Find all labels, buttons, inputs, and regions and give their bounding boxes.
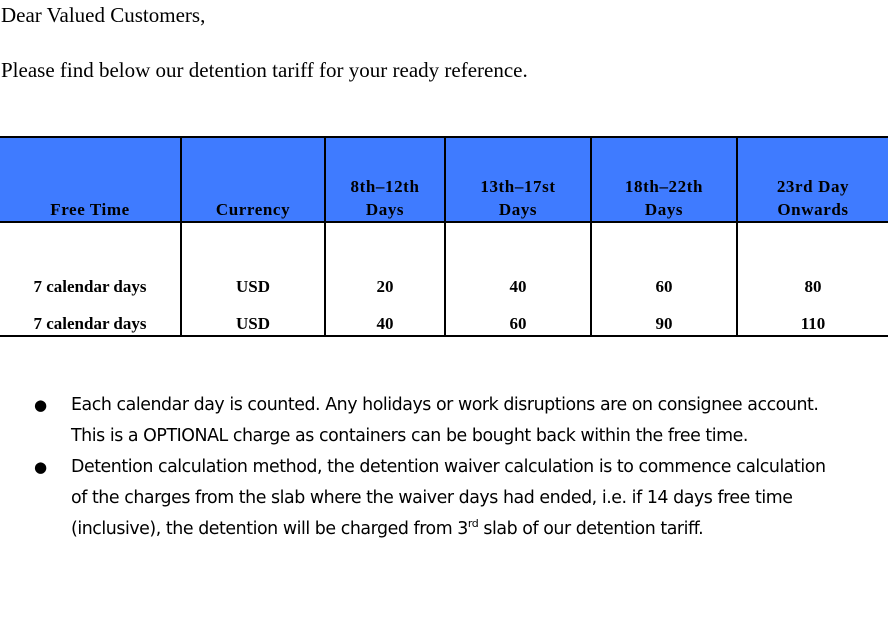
header-slab-3-range: 18th–22th	[624, 177, 704, 196]
header-currency: Currency	[181, 137, 325, 222]
detention-tariff-table	[0, 136, 888, 337]
header-slab-2	[445, 137, 591, 222]
note-1-line-1: Each calendar day is counted. Any holidays or work disruptions are on consignee account.	[71, 395, 819, 415]
cell-slab-4: 110	[737, 298, 888, 336]
note-2-line-3-start: (inclusive), the detention will be charged from 3	[71, 519, 468, 539]
intro-text: Please find below our detention tariff for your ready reference.	[1, 58, 528, 82]
cell-slab-1: 40	[325, 298, 445, 336]
cell-free-time: 7 calendar days	[0, 298, 181, 336]
cell-free-time: 7 calendar days	[33, 277, 147, 296]
tariff-header-row	[0, 137, 888, 222]
header-slab-1-range: 8th–12th	[350, 177, 420, 196]
cell-slab-2: 60	[445, 298, 591, 336]
table-row	[0, 222, 888, 298]
cell-slab-4: 80	[737, 222, 888, 298]
note-2-line-2: of the charges from the slab where the waiver days had ended, i.e. if 14 days free time	[71, 488, 793, 508]
bullet-icon: ●	[34, 396, 47, 414]
tariff-body	[0, 222, 888, 336]
header-slab-4-unit: Onwards	[777, 200, 849, 219]
note-2-line-1: Detention calculation method, the detention waiver calculation is to commence calculation	[71, 457, 826, 477]
tariff-notes-list	[0, 390, 888, 545]
cell-slab-1: 20	[325, 222, 445, 298]
header-slab-2-unit: Days	[498, 200, 538, 219]
cell-slab-3: 90	[591, 298, 737, 336]
header-slab-2-range: 13th–17st	[480, 177, 556, 196]
header-free-time: Free Time	[0, 137, 181, 222]
header-slab-4-range: 23rd Day	[776, 177, 850, 196]
bullet-icon: ●	[34, 458, 47, 476]
note-1-line-2: This is a OPTIONAL charge as containers can be bought back within the free time.	[71, 426, 748, 446]
header-slab-3-unit: Days	[644, 200, 684, 219]
list-item	[0, 452, 888, 545]
cell-currency: USD	[181, 298, 325, 336]
cell-slab-2: 40	[445, 222, 591, 298]
greeting-text: Dear Valued Customers,	[1, 3, 206, 27]
tariff-header	[0, 137, 888, 222]
ordinal-suffix: rd	[467, 517, 479, 530]
list-item	[0, 390, 888, 452]
header-slab-1	[325, 137, 445, 222]
table-row	[0, 298, 888, 336]
cell-slab-3: 60	[591, 222, 737, 298]
header-slab-3	[591, 137, 737, 222]
cell-currency: USD	[181, 222, 325, 298]
note-2-line-3-end: slab of our detention tariff.	[478, 519, 704, 539]
header-slab-4	[737, 137, 888, 222]
header-slab-1-unit: Days	[365, 200, 405, 219]
